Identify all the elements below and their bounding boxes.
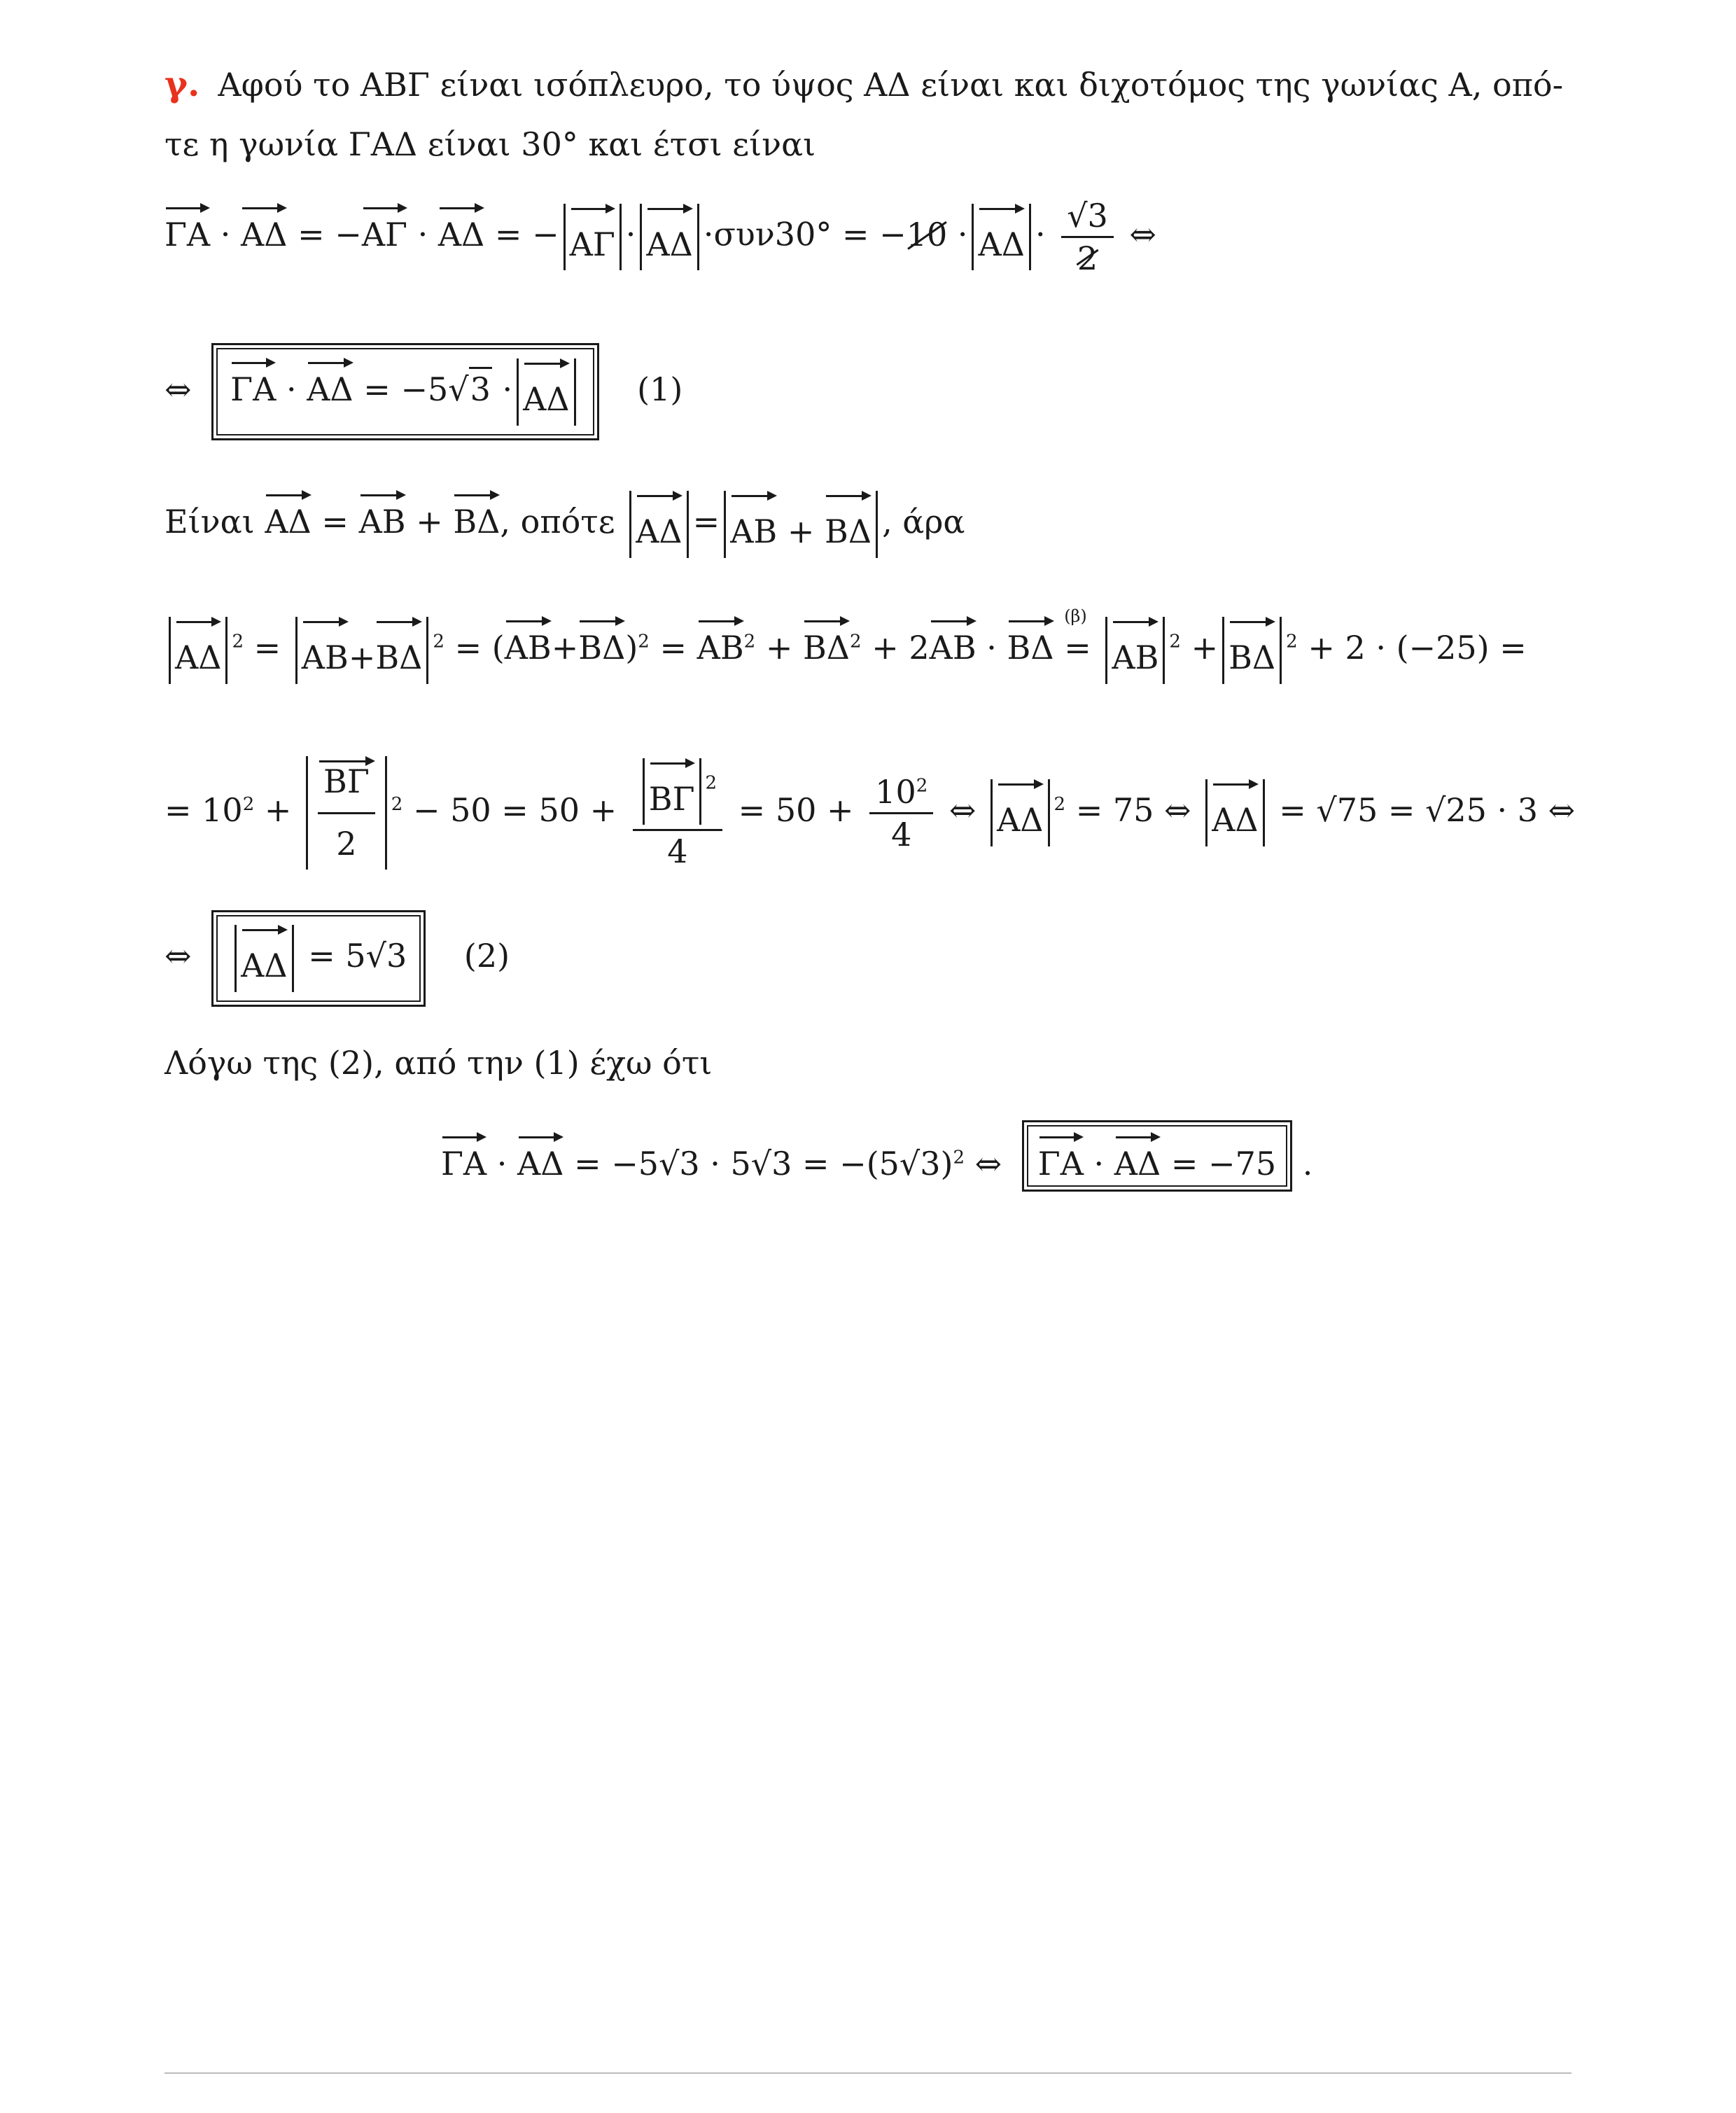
vector-bd: ΒΔ — [375, 617, 422, 684]
final-value: = −75 — [1170, 1145, 1277, 1183]
dot-op: · — [957, 215, 968, 253]
iff-symbol: ⇔ — [164, 936, 192, 975]
vector-ab: ΑΒ — [697, 616, 744, 664]
fraction-denominator: 2 — [336, 824, 357, 863]
equation-1 — [164, 197, 1156, 277]
dot-op: · — [502, 370, 513, 408]
dot-op: · — [703, 215, 714, 253]
eq-op: = − — [841, 215, 906, 253]
vector-ag: ΑΓ — [362, 203, 407, 251]
cos-term: συν30° — [713, 215, 832, 253]
fraction-numerator — [869, 772, 933, 814]
fraction-bg-over-2 — [318, 756, 375, 870]
square-exponent: 2 — [391, 793, 403, 815]
vector-ab: ΑΒ — [930, 616, 976, 664]
vector-ad: ΑΔ — [241, 925, 287, 992]
sentence-text: Είναι — [164, 503, 255, 541]
vector-ga: ΓΑ — [230, 358, 276, 405]
vector-ad: ΑΔ — [307, 358, 353, 405]
dot-op: · — [625, 215, 636, 253]
abs-ad — [517, 358, 575, 426]
equation-tag-1: (1) — [637, 370, 683, 408]
vector-ab: ΑΒ — [359, 490, 406, 538]
equation-6 — [441, 1120, 1312, 1192]
sentence-text: , άρα — [882, 503, 965, 541]
vector-ad: ΑΔ — [265, 490, 311, 538]
period: . — [1302, 1145, 1313, 1183]
square-exponent: 2 — [638, 631, 650, 653]
vector-bd: ΒΔ — [803, 616, 850, 664]
vector-ad: ΑΔ — [438, 203, 484, 251]
tail-term: + 2 · (−25) = — [1308, 629, 1527, 667]
eq-op: = — [363, 370, 401, 408]
intro-line-1 — [164, 63, 1564, 104]
vector-bg: ΒΓ — [318, 756, 375, 814]
vector-ad: ΑΔ — [978, 204, 1024, 271]
abs-ag — [564, 204, 622, 271]
equation-2 — [164, 343, 682, 440]
square-exponent: 2 — [743, 631, 756, 653]
rhs-term: = −5√3 · 5√3 = −(5√3) — [574, 1145, 953, 1183]
square-exponent: 2 — [232, 631, 244, 653]
square-exponent: 2 — [705, 772, 718, 794]
vector-ab: ΑΒ — [1112, 617, 1158, 684]
abs-ad — [990, 779, 1049, 846]
abs-ad — [629, 491, 688, 558]
vector-bd: ΒΔ — [1007, 616, 1054, 664]
square-exponent: 2 — [1054, 793, 1066, 815]
vector-ad: ΑΔ — [241, 203, 287, 251]
iff-symbol: ⇔ — [164, 370, 192, 408]
abs-ab-plus-bd: ΑΒ+ΒΔ — [295, 617, 429, 684]
vector-ab: ΑΒ — [730, 491, 777, 558]
intro-text-1: Αφού το ΑΒΓ είναι ισόπλευρο, το ύψος ΑΔ είναι και διχοτόμος της γωνίας Α, οπό- — [218, 66, 1564, 104]
middle-term: − 50 = 50 + — [412, 791, 617, 830]
sentence-1 — [164, 490, 965, 558]
abs-ad — [169, 617, 227, 684]
eq-op: = — [321, 503, 359, 541]
fraction-denominator: 2 — [1077, 239, 1098, 277]
radicand: 3 — [469, 367, 492, 408]
boxed-result-2 — [211, 910, 426, 1007]
square-exponent: 2 — [242, 793, 255, 815]
equation-4 — [164, 756, 1575, 870]
fraction-100-over-4 — [869, 772, 933, 853]
plus-op: + — [416, 503, 443, 541]
paren-close: ) — [625, 629, 638, 667]
value-term: = 75 ⇔ — [1075, 791, 1191, 830]
abs-ad — [234, 925, 293, 992]
vector-ga: ΓΑ — [1038, 1132, 1084, 1180]
sentence-2 — [164, 1044, 713, 1082]
square-exponent: 2 — [953, 1147, 965, 1169]
dot-op: · — [417, 215, 428, 253]
plus-two: + 2 — [872, 629, 930, 667]
boxed-value: = 5√3 — [308, 936, 407, 975]
vector-ad: ΑΔ — [1212, 779, 1258, 846]
abs-bg — [643, 758, 701, 825]
square-exponent: 2 — [433, 631, 444, 653]
dot-op: · — [286, 370, 297, 408]
term-ten: = 10 — [164, 791, 243, 830]
fraction-denominator: 4 — [891, 815, 912, 853]
sentence-text: , οπότε — [500, 503, 615, 541]
part-label: γ. — [164, 63, 200, 104]
fraction-sqrt3-over-2 — [1061, 197, 1114, 277]
dot-op: · — [1093, 1145, 1105, 1183]
plus-op: + — [264, 791, 292, 830]
boxed-result-1 — [211, 343, 598, 440]
coefficient: −5 — [400, 370, 449, 408]
square-exponent: 2 — [1286, 631, 1298, 653]
dot-op: · — [1035, 215, 1046, 253]
abs-ab — [1105, 617, 1165, 684]
intro-text-2: τε η γωνία ΓΑΔ είναι 30° και έτσι είναι — [164, 125, 816, 163]
sqrt-3: √3 — [448, 373, 492, 405]
fraction-numerator: √3 — [1061, 200, 1114, 238]
dot-op: · — [986, 629, 997, 667]
plus-op: + — [765, 629, 793, 667]
eq-with-ref: (β) = — [1064, 606, 1102, 667]
vector-bd: ΒΔ — [825, 491, 872, 558]
abs-bd — [1222, 617, 1282, 684]
dot-op: · — [496, 1145, 507, 1183]
square-exponent: 2 — [1169, 631, 1181, 653]
reference-beta: (β) — [1064, 606, 1087, 626]
footer-rule — [164, 2072, 1572, 2074]
eq-op: = — [692, 503, 720, 541]
dot-op: · — [220, 215, 231, 253]
vector-ab: ΑΒ — [505, 616, 552, 664]
vector-ab: ΑΒ — [302, 617, 349, 684]
iff-symbol: ⇔ — [1129, 215, 1156, 253]
vector-ad: ΑΔ — [175, 617, 221, 684]
vector-bg: ΒΓ — [649, 758, 695, 825]
equation-3: ΑΔ $^2$ = ΑΒ+ΒΔ $^2 = (AB+B\Delta)^2 = AB^2 + B\Delta^2 + 2AB \cdot B\Delta$ (β) = ΑΒ $^2$ + ΒΔ $^2$ + 2 · (−25) = — [164, 616, 1527, 684]
vector-ga: ΓΑ — [164, 203, 210, 251]
vector-ad: ΑΔ — [517, 1132, 564, 1180]
square-exponent: 2 — [916, 775, 928, 797]
plus-op: + — [1191, 629, 1219, 667]
vector-bd: ΒΔ — [453, 490, 500, 538]
equation-5 — [164, 910, 510, 1007]
eq-op: = − — [494, 215, 559, 253]
iff-symbol: ⇔ — [974, 1145, 1002, 1183]
middle-term: = 50 + — [738, 791, 854, 830]
vector-ad: ΑΔ — [523, 358, 569, 426]
vector-ad: ΑΔ — [636, 491, 682, 558]
vector-bd: ΒΔ — [1228, 617, 1275, 684]
abs-ad — [972, 204, 1030, 271]
eq-op: = — [253, 629, 291, 667]
abs-ad — [1205, 779, 1264, 846]
abs-ab-plus-bd: ΑΒ + ΒΔ — [724, 491, 878, 558]
vector-ag: ΑΓ — [570, 204, 615, 271]
boxed-final-result — [1022, 1120, 1292, 1192]
equation-tag-2: (2) — [463, 936, 510, 975]
vector-ad: ΑΔ — [997, 779, 1043, 846]
fraction-abs-bg-sq-over-4 — [633, 758, 722, 871]
eq-op: = ( — [454, 629, 505, 667]
eq-op: = — [659, 629, 697, 667]
value-term: = √75 = √25 · 3 ⇔ — [1279, 791, 1576, 830]
vector-ga: ΓΑ — [441, 1132, 486, 1180]
abs-fraction — [306, 756, 387, 870]
sentence-text: Λόγω της (2), από την (1) έχω ότι — [164, 1044, 713, 1082]
vector-ad: ΑΔ — [1114, 1132, 1161, 1180]
fraction-denominator: 4 — [667, 832, 688, 871]
vector-ad: ΑΔ — [646, 204, 692, 271]
eq-op: = − — [298, 215, 362, 253]
numerator-value: 10 — [875, 772, 916, 811]
intro-line-2 — [164, 125, 816, 163]
vector-bd: ΒΔ — [578, 616, 625, 664]
fraction-numerator — [633, 758, 722, 832]
cancelled-ten: 10 — [906, 215, 948, 253]
iff-symbol: ⇔ — [948, 791, 976, 830]
square-exponent: 2 — [850, 631, 862, 653]
abs-ad — [640, 204, 699, 271]
